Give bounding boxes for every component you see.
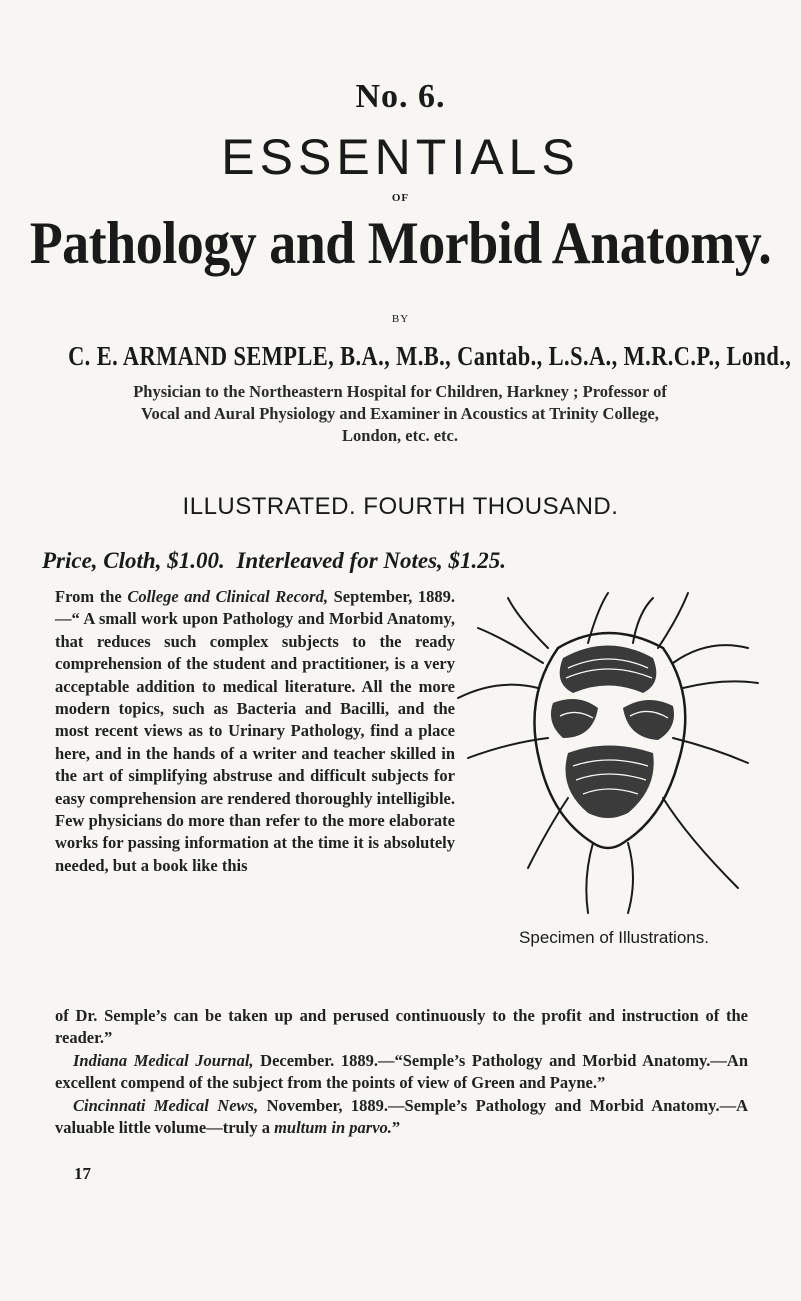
author-name: C. E. ARMAND SEMPLE, B.A., M.B., Cantab., L.S.A., M.R.C.P., Lond., [68, 341, 792, 371]
author-credentials: Physician to the Northeastern Hospital for Children, Harkney ; Professor of Vocal and Aural Physiology and Examiner in Acoustics at Trinity College, London, etc. etc. [133, 382, 667, 445]
review-body-full [55, 1005, 748, 1139]
review-cincinnati-text: November, 1889.—Semple’s Pathology and Morbid Anatomy.—A valuable little volume—truly a [55, 1095, 749, 1138]
series-number: No. 6. [355, 78, 446, 115]
review-college-intro: From the [55, 587, 122, 606]
review-college-text: September, 1889.—“ A small work upon Pathology and Morbid Anatomy, that reduces such complex subjects to the ready comprehension of the student and practitioner, is a very acceptable addition to medical literature. All the more modern topics, such as Bacteria and Bacilli, and the most recent views as to Urinary Pathology, find a place here, and in the hands of a writer and teacher skilled in the art of simplifying abstruse and difficult subjects for easy comprehension are rendered thoroughly intelligible. Few physicians do more than refer to the more elaborate works for passing information at the time it is absolutely needed, but a book like this [55, 587, 456, 875]
review-college-left [55, 586, 455, 877]
page-number: 17 [74, 1164, 91, 1183]
price-interleaved: Interleaved for Notes, $1.25. [236, 548, 507, 573]
review-cincinnati-latin: multum in parvo. [274, 1118, 392, 1138]
review-indiana [55, 1050, 748, 1095]
price-cloth: Price, Cloth, $1.00. [42, 548, 225, 573]
review-cincinnati [55, 1095, 748, 1140]
review-cincinnati-source: Cincinnati Medical News, [73, 1095, 259, 1115]
review-college-continuation: of Dr. Semple’s can be taken up and perused continuously to the profit and instruction of the reader.” [55, 1006, 748, 1048]
title-of: OF [391, 192, 410, 204]
review-college-source: College and Clinical Record, [127, 587, 328, 606]
review-indiana-text: December. 1889.—“Semple’s Pathology and Morbid Anatomy.—An excellent compend of the subject from the points of view of Green and Payne.” [55, 1050, 748, 1093]
review-indiana-source: Indiana Medical Journal, [73, 1050, 254, 1070]
tick-illustration [448, 588, 774, 916]
price-line [42, 548, 782, 574]
book-title: Pathology and Morbid Anatomy. [29, 209, 772, 277]
edition-line: ILLUSTRATED. FOURTH THOUSAND. [182, 493, 619, 520]
title-essentials: ESSENTIALS [221, 129, 580, 185]
by-label: BY [391, 313, 410, 325]
figure-caption: Specimen of Illustrations. [519, 928, 709, 947]
review-cincinnati-close: ” [391, 1118, 401, 1138]
